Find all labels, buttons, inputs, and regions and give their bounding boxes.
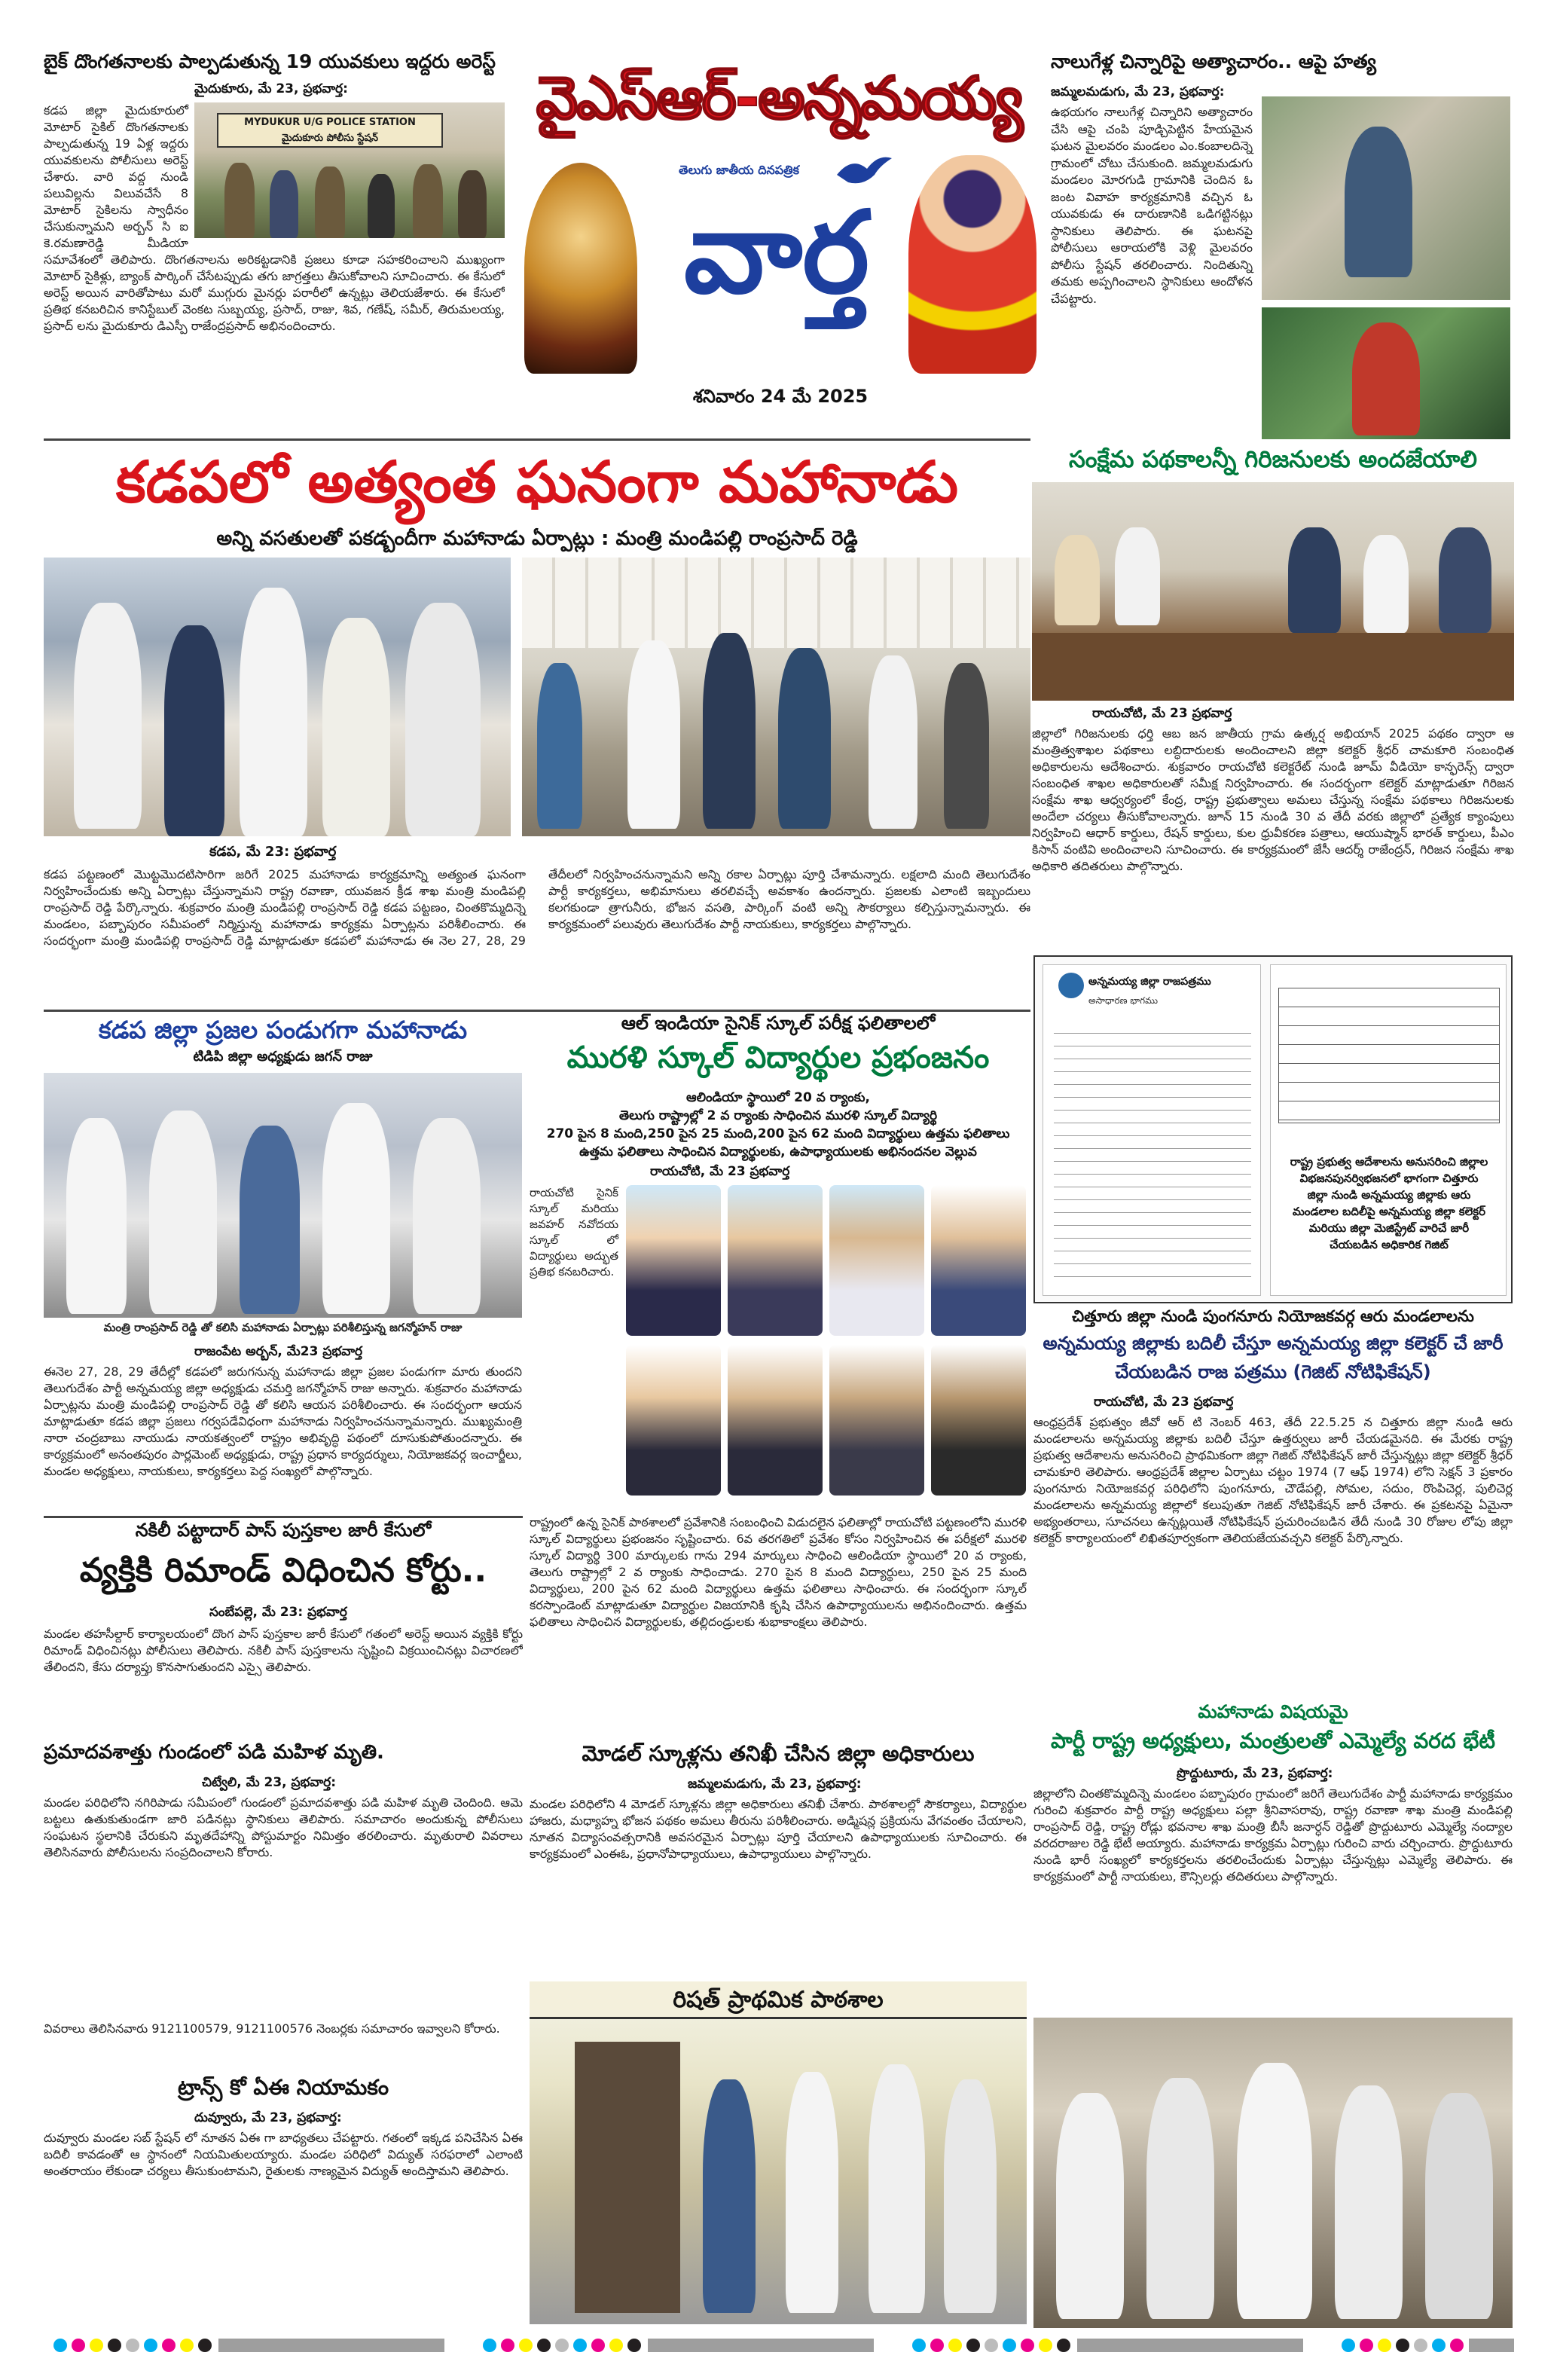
story-sainik [530,1013,1027,1740]
student-grid [626,1185,1027,1502]
story-bike-dateline: మైదుకూరు, మే 23, ప్రభవార్త: [194,81,348,96]
story-mahanadu-headline: కడపలో అత్యంత ఘనంగా మహానాడు [115,448,959,515]
walker-figure [778,648,831,829]
party-meeting-photo [1033,2018,1513,2328]
gazette-document [1033,955,1513,1303]
meeting-photo [1032,482,1514,701]
story-pond-phone: వివరాలు తెలిసినవారు 9121100579, 9121100576 నెంబర్లకు సమాచారం ఇవ్వాలని కోరారు. [44,2021,500,2036]
student-photo [626,1185,721,1336]
story-pond [44,1742,523,2073]
story-model-school-body: మండల పరిధిలోని 4 మోడల్ స్కూళ్లను జిల్లా అధికారులు తనిఖీ చేశారు. పాఠశాలల్లో సౌకర్యాలు, విద్యార్థుల హాజరు, మధ్యాహ్న భోజన పథకం అమలు తీరును పరిశీలించారు. అడ్మిషన్ల ప్రక్రియను వేగవంతం చేయాలని, నూతన విద్యాసంవత్సరానికి అవసరమైన ఏర్పాట్లు పూర్తి చేయాలని ఉపాధ్యాయులకు సూచించారు. ఈ కార్యక్రమంలో ఎంఈఓ, ప్రధానోపాధ్యాయులు, ఉపాధ్యాయులు పాల్గొన్నారు. [530,1797,1027,1861]
student-photo [626,1345,721,1496]
gazette-header: అన్నమయ్య జిల్లా రాజపత్రము [1088,976,1211,988]
story-bike [44,51,505,435]
registration-dots-2 [483,2339,641,2352]
walker-figure [703,633,756,829]
signboard-telugu: మైదుకూరు పోలీసు స్టేషన్ [281,133,379,144]
student-photo [728,1185,823,1336]
leader-figure [413,1118,481,1314]
story-festival-headline: కడప జిల్లా ప్రజల పండుగగా మహానాడు [98,1016,468,1044]
leader-figure [405,603,481,836]
gazette-caption-line: జిల్లా నుండి అన్నమయ్య జిల్లాకు ఆరు [1307,1188,1471,1202]
official-figure [1288,527,1341,633]
story-gazette-headline-main: అన్నమయ్య జిల్లాకు బదిలీ చేస్తూ అన్నమయ్య జిల్లా కలెక్టర్ చే జారీ [1043,1333,1504,1354]
story-party-headline: పార్టీ రాష్ట్ర అధ్యక్షులు, మంత్రులతో ఎమ్మెల్యే వరద భేటీ [1050,1728,1496,1753]
festival-photo [44,1073,522,1318]
story-passbook-body: మండల తహసీల్దార్ కార్యాలయంలో దొంగ పాస్ పుస్తకాల జారీ కేసులో గతంలో అరెస్ట్ అయిన వ్యక్తికి కోర్టు రిమాండ్ విధించినట్లు పోలీసులు తెలిపారు. నకిలీ పాస్ పుస్తకాలను సృష్టించి విక్రయించినట్లు విచారణలో తేలిందని, కేసు దర్యాప్తు కొనసాగుతుందని ఎస్సై తెలిపారు. [44,1627,523,1674]
masthead-brand-main: వార్త [683,188,870,319]
leader-figure [1425,2093,1493,2319]
story-party-kicker: మహానాడు విషయమై [1198,1701,1348,1722]
gazette-caption [1278,1153,1500,1253]
gazette-caption-line: విభజనపునర్విభజనలో భాగంగా చిత్తూరు [1299,1172,1479,1185]
story-festival-subheadline: టిడిపి జిల్లా అధ్యక్షుడు జగన్ రాజు [193,1049,373,1065]
story-pond-headline: ప్రమాదవశాత్తు గుండంలో పడి మహిళ మృతి. [44,1742,384,1764]
walker-figure [944,663,989,829]
official-figure [944,2079,997,2313]
story-party [1033,1701,1513,2330]
story-model-school-headline: మోడల్ స్కూళ్లను తనిఖీ చేసిన జిల్లా అధికారులు [582,1742,975,1766]
story-festival-dateline: రాజంపేట అర్బన్, మే23 ప్రభవార్త [194,1344,363,1359]
story-sainik-dateline: రాయచోటి, మే 23 ప్రభవార్త [650,1164,790,1179]
leader-figure [1335,2085,1403,2319]
mahanadu-photo-right [522,558,1030,836]
sainik-subline: 270 పైన 8 మంది,250 పైన 25 మంది,200 పైన 62 మంది విద్యార్థులు ఉత్తమ ఫలితాలు [546,1126,1010,1141]
story-pond-body: మండల పరిధిలోని నగిరిపాడు సమీపంలో గుండంలో ప్రమాదవశాత్తు పడి మహిళ మృతి చెందింది. ఆమె బట్టలు ఉతుకుతుండగా జారి పడినట్లు స్థానికులు తెలిపారు. సమాచారం అందుకున్న పోలీసులు సంఘటన స్థలానికి చేరుకుని మృతదేహాన్ని పోస్టుమార్టం నిమిత్తం తరలించారు. మృతురాలి వివరాలు తెలిసినవారు పోలీసులను సంప్రదించాలని కోరారు. [44,1795,523,1859]
story-pond-dateline: చిట్వేలి, మే 23, ప్రభవార్త: [202,1775,337,1790]
gazette-caption-line: మండలాల బదిలీపై అన్నమయ్య జిల్లా కలెక్టర్ [1292,1205,1485,1218]
story-party-dateline: ప్రొద్దుటూరు, మే 23, ప్రభవార్త: [1177,1766,1333,1781]
masthead-tagline: తెలుగు జాతీయ దినపత్రిక [679,163,799,177]
story-tribal-dateline: రాయచోటి, మే 23 ప్రభవార్త [1092,706,1232,721]
deity-image [524,163,637,374]
leader-figure [1056,2093,1124,2319]
story-gazette-headline-sub: చేయబడిన రాజ పత్రము (గెజిట్ నోటిఫికేషన్) [1115,1361,1431,1382]
leader-figure [66,1118,127,1314]
official-figure [1055,535,1100,625]
rule-mid-left-2 [44,1516,523,1518]
signboard-english: MYDUKUR U/G POLICE STATION [244,117,416,128]
student-photo [728,1345,823,1496]
gazette-caption-line: రాష్ట్ర ప్రభుత్వ ఆదేశాలను అనుసరించి జిల్లాల [1290,1155,1488,1169]
story-gazette-dateline: రాయచోటి, మే 23 ప్రభవార్త [1094,1395,1234,1410]
victim-photo [1262,307,1510,439]
leader-figure [149,1111,217,1314]
registration-dots-3 [912,2339,1070,2352]
sainik-subline: తెలుగు రాష్ట్రాల్లో 2 వ ర్యాంకు సాధించిన మురళి స్కూల్ విద్యార్థి [618,1108,938,1123]
student-photo [931,1185,1026,1336]
story-model-school-dateline: జమ్మలమడుగు, మే 23, ప్రభవార్త: [688,1777,862,1792]
leader-figure [1237,2063,1312,2319]
story-tribal [1032,441,1514,923]
saint-illustration [908,155,1036,374]
story-transco [44,2076,523,2324]
story-passbook-dateline: సంబేపల్లె, మే 23: ప్రభవార్త [209,1605,347,1620]
school-signboard: రిషత్ ప్రాథమిక పాఠశాల [530,1981,1027,2019]
festival-photo-caption: మంత్రి రాంప్రసాద్ రెడ్డి తో కలిసి మహానాడు ఏర్పాట్లు పరిశీలిస్తున్న జగన్మోహన్ రాజు [103,1321,463,1334]
leader-figure [74,603,142,829]
story-mahanadu-subheadline: అన్ని వసతులతో పకడ్బందీగా మహానాడు ఏర్పాట్లు : మంత్రి మండిపల్లి రాంప్రసాద్ రెడ్డి [216,527,858,550]
story-passbook [44,1520,523,1739]
story-passbook-headline: వ్యక్తికి రిమాండ్ విధించిన కోర్టు.. [79,1551,487,1590]
school-door [575,2042,680,2313]
model-school-photo [530,1981,1027,2324]
story-model-school [530,1742,1027,2330]
masthead-brand-top: వైఎస్ఆర్-అన్నమయ్య [536,65,1022,133]
story-tribal-body: జిల్లాలో గిరిజనులకు ధర్తి ఆబ జన జాతీయ గ్రామ ఉత్కర్ష అభియాన్ 2025 పథకం ద్వారా ఆ మంత్రిత్వశాఖల పథకాలు లబ్ధిదారులకు అందించాలని జిల్లా కలెక్టర్ శ్రీధర్ చామకూరి సంబంధిత అధికారులను ఆదేశించారు. శుక్రవారం రాయచోటి కలెక్టరేట్ నుండి జూమ్ వీడియో కాన్ఫరెన్స్ ద్వారా సంబంధిత శాఖల అధికారులతో సమీక్ష నిర్వహించారు. ఈ సందర్భంగా కలెక్టర్ మాట్లాడుతూ గిరిజన సంక్షేమ శాఖ ఆధ్వర్యంలో కేంద్ర, రాష్ట్ర ప్రభుత్వాలు అమలు చేస్తున్న సంక్షేమ పథకాలు గిరిజనులకు అందేలా చర్యలు తీసుకోవాలన్నారు. జూన్ 15 నుండి 30 వ తేదీ వరకు జిల్లాలో ప్రత్యేక క్యాంపులు నిర్వహించి ఆధార్ కార్డులు, రేషన్ కార్డులు, కుల ధ్రువీకరణ పత్రాలు, ఆయుష్మాన్ భారత్ కార్డులు, పీఎం కిసాన్ వంటివి అందించాలని సూచించారు. ఈ కార్యక్రమంలో జేసీ ఆదర్శ్ రాజేంద్రన్, గిరిజన సంక్షేమ శాఖ అధికారి తదితరులు పాల్గొన్నారు. [1032,726,1514,873]
walker-figure [537,663,582,829]
official-figure [1439,527,1491,633]
official-figure [869,2064,925,2313]
story-girl-dateline: జమ్మలమడుగు, మే 23, ప్రభవార్త: [1051,84,1225,99]
registration-dots-1 [53,2339,212,2352]
leader-figure [322,618,390,836]
story-gazette [1033,1307,1513,1699]
story-transco-body: దువ్వూరు మండల సబ్ స్టేషన్ లో నూతన ఏఈ గా బాధ్యతలు చేపట్టారు. గతంలో ఇక్కడ పనిచేసిన ఏఈ బదిలీ కావడంతో ఆ స్థానంలో నియమితులయ్యారు. మండల పరిధిలో విద్యుత్ సరఫరాలో ఎలాంటి అంతరాయం లేకుండా చర్యలు తీసుకుంటామని, రైతులకు నాణ్యమైన విద్యుత్ అందిస్తామని తెలిపారు. [44,2131,523,2178]
gazette-caption-line: చేయబడిన అధికారిక గెజిట్ [1330,1238,1449,1251]
mahanadu-photo-left [44,558,511,836]
accused-photo [1262,96,1510,300]
story-girl [1051,51,1512,439]
story-sainik-intro: రాయచోటి సైనిక్ స్కూల్ మరియు జవహర్ నవోదయ స్కూల్ లో విద్యార్థులు అద్భుత ప్రతిభ కనబరిచారు. [530,1186,618,1279]
gazette-lines [1054,1025,1251,1282]
print-color-bar [0,2334,1557,2357]
story-bike-headline: బైక్ దొంగతనాలకు పాల్పడుతున్న 19 యువకులు ఇద్దరు అరెస్ట్ [44,51,496,72]
sainik-subline: ఉత్తమ ఫలితాలు సాధించిన విద్యార్థులకు, ఉపాధ్యాయులకు అభినందనల వెల్లువ [579,1144,977,1159]
sainik-subline: ఆలిండియా స్థాయిలో 20 వ ర్యాంకు, [686,1090,870,1105]
person-figure [1352,322,1420,435]
person-figure [1345,127,1412,277]
story-bike-body: కడప జిల్లా మైదుకూరులో మోటార్ సైకిల్ దొంగతనాలకు పాల్పడుతున్న 19 ఏళ్ల ఇద్దరు యువకులను పోలీసులు అరెస్ట్ చేశారు. వారి వద్ద నుండి పలువిల్లను విలువచేసే 8 మోటార్ సైకిలను స్వాధీనం చేసుకున్నామని అర్బన్ సి ఐ కె.రమణారెడ్డి మీడియా సమావేశంలో తెలిపారు. దొంగతనాలను అరికట్టడానికి ప్రజలు కూడా సహకరించాలని ముఖ్యంగా మోటార్ సైకిళ్లు, బ్యాంక్ పార్కింగ్ చేసేటప్పుడు తగు జాగ్రత్తలు తీసుకోవాలని సూచించారు. ఈ కేసులో అరెస్ట్ అయిన వారితోపాటు మరో ముగ్గురు మైనర్లు పరారీలో ఉన్నట్లు తెలియజేశారు. ఈ కేసులో ప్రతిభ కనబరిచిన కానిస్టేబుల్ వెంకట సుబ్బయ్య, ప్రసాద్, రాజు, శివ, గణేష్, సమీర్, తిరుమలయ్య, ప్రసాద్ లను మైదుకూరు డిఎస్పీ రాజేంద్రప్రసాద్ అభినందించారు. [44,103,505,333]
gazette-page-left [1043,964,1261,1296]
story-festival [44,1016,522,1513]
walker-figure [627,640,680,829]
gazette-caption-line: మరియు జిల్లా మెజిస్ట్రేట్ వారిచే జారీ [1308,1221,1470,1235]
story-girl-body: ఉభయగం నాలుగేళ్ల చిన్నారిని అత్యాచారం చేసి ఆపై చంపి పూడ్చిపెట్టిన హేయమైన ఘటన మైలవరం మండలం ఎం.కంబాలదిన్నె గ్రామంలో చోటు చేసుకుంది. జమ్మలమడుగు మండలం మోరగుడి గ్రామానికి చెందిన ఓ జంట వివాహ కార్యక్రమానికి వచ్చిన ఓ యువకుడు ఈ దారుణానికి ఒడిగట్టినట్లు స్థానికులు తెలిపారు. ఈ ఘటనపై పోలీసులు ఆరాయలోకి వెళ్లి మైలవరం పోలీసు స్టేషన్ తరలించారు. నిందితున్ని తమకు అప్పగించాలని స్థానికులు ఆందోళన చేపట్టారు. [1051,105,1253,306]
student-photo [931,1345,1026,1496]
official-figure [703,2079,756,2313]
official-figure [1363,535,1409,633]
gazette-title: అసాధారణ భాగము [1088,995,1159,1006]
story-sainik-headline: మురళి స్కూల్ విద్యార్థుల ప్రభంజనం [566,1040,990,1075]
story-gazette-headline-small: చిత్తూరు జిల్లా నుండి పుంగనూరు నియోజకవర్గ ఆరు మండలాలను [1072,1307,1474,1325]
gazette-emblem-icon [1058,973,1084,998]
gazette-page-right [1270,964,1507,1296]
rule-top [44,438,1030,441]
leader-figure [1146,2078,1214,2319]
photo-float-spacer [188,102,505,246]
story-girl-headline: నాలుగేళ్ల చిన్నారిపై అత్యాచారం.. ఆపై హత్య [1051,51,1376,72]
story-gazette-body: ఆంధ్రప్రదేశ్ ప్రభుత్వం జీవో ఆర్ టి నెంబర్ 463, తేదీ 22.5.25 న చిత్తూరు జిల్లా నుండి ఆరు మండలాలను అన్నమయ్య జిల్లాకు బదిలీ చేస్తూ ఉత్తర్వులు జారీ చేయడమైనది. ఈ మేరకు రాష్ట్ర ప్రభుత్వ ఆదేశాలను అనుసరించి ప్రాథమికంగా జిల్లా గెజిట్ నోటిఫికేషన్ జారీ చేస్తున్నట్లు జిల్లా కలెక్టర్ శ్రీధర్ చామకూరి తెలిపారు. ఆంధ్రప్రదేశ్ జిల్లాల ఏర్పాటు చట్టం 1974 (7 ఆఫ్ 1974) లోని సెక్షన్ 3 ప్రకారం పుంగనూరు నియోజకవర్గ పరిధిలోని పుంగనూరు, చౌడేపల్లి, సోమల, సదుం, రొంపిచెర్ల, పులిచెర్ల మండలాలను అన్నమయ్య జిల్లాలో కలుపుతూ గెజిట్ నోటిఫికేషన్ జారీ చేశారు. ఈ ప్రకటనపై ఏమైనా అభ్యంతరాలు, సూచనలు ఉన్నట్లయితే నోటిఫికేషన్ ప్రచురించబడిన తేదీ నుండి 30 రోజుల లోపు జిల్లా కలెక్టర్ కార్యాలయంలో లిఖితపూర్వకంగా తెలియజేయవచ్చని కలెక్టర్ పేర్కొన్నారు. [1033,1415,1513,1545]
leader-figure [240,588,307,836]
meeting-table [1032,633,1514,701]
official-figure [786,2072,838,2313]
story-festival-body: ఈనెల 27, 28, 29 తేదీల్లో కడపలో జరుగనున్న మహానాడు జిల్లా ప్రజల పండుగగా మారు తుందని తెలుగుదేశం పార్టీ అన్నమయ్య జిల్లా అధ్యక్షుడు చమర్తి జగన్మోహన్ రాజు అన్నారు. శుక్రవారం మహానాడు ఏర్పాట్లను మంత్రి మండిపల్లి రాంప్రసాద్ రెడ్డి తో కలిసి ఆయన పరిశీలించారు. ఈ సందర్భంగా ఆయన మాట్లాడుతూ కడప జిల్లా ప్రజలు గర్వపడేవిధంగా మహానాడు నిర్వహించనున్నామన్నారు. ముఖ్యమంత్రి నారా చంద్రబాబు నాయుడు నాయకత్వంలో రాష్ట్రం అభివృద్ధి పథంలో దూసుకుపోతుందన్నారు. ఈ కార్యక్రమంలో అనంతపురం పార్లమెంట్ అధ్యక్షుడు, రాష్ట్ర ప్రధాన కార్యదర్శులు, నియోజకవర్గ ఇంచార్జీలు, మండల అధ్యక్షులు, నాయకులు, కార్యకర్తలు పెద్ద సంఖ్యలో పాల్గొన్నారు. [44,1364,522,1478]
student-photo [829,1345,924,1496]
masthead-art [517,155,1041,381]
story-mahanadu-body: కడప పట్టణంలో మొట్టమొదటిసారిగా జరిగే 2025 మహానాడు కార్యక్రమాన్ని అత్యంత ఘనంగా నిర్వహించేందుకు అన్ని ఏర్పాట్లు చేస్తున్నామని రాష్ట్ర రవాణా, యువజన క్రీడ శాఖ మంత్రి మండిపల్లి రాంప్రసాద్ రెడ్డి పేర్కొన్నారు. శుక్రవారం మంత్రి మండిపల్లి రాంప్రసాద్ రెడ్డి కడప పట్టణం, చింతకొమ్మదిన్నె మండలం, పబ్బాపురం సమీపంలో నిర్మిస్తున్న మహానాడు కార్యక్రమ ఏర్పాట్లను పరిశీలించారు. ఈ సందర్భంగా మంత్రి మండిపల్లి రాంప్రసాద్ రెడ్డి మాట్లాడుతూ కడపలో మహానాడు ఈ నెల 27, 28, 29 తేదీలలో నిర్వహించనున్నామని అన్ని రకాల ఏర్పాట్లు పూర్తి చేశామన్నారు. లక్షలాది మంది తెలుగుదేశం పార్టీ కార్యకర్తలు, అభిమానులు తరలివచ్చే అవకాశం ఉందన్నారు. ప్రజలకు ఎలాంటి ఇబ్బందులు కలగకుండా త్రాగునీరు, భోజన వసతి, పార్కింగ్ వంటి అన్ని సౌకర్యాలు కల్పిస్తున్నామన్నారు. ఈ కార్యక్రమంలో పలువురు తెలుగుదేశం పార్టీ నాయకులు, కార్యకర్తలు పాల్గొన్నారు. [44,867,1030,948]
story-tribal-headline: సంక్షేమ పథకాలన్నీ గిరిజనులకు అందజేయాలి [1068,446,1478,473]
official-figure [1115,527,1160,625]
story-sainik-body: రాష్ట్రంలో ఉన్న సైనిక్ పాఠశాలలో ప్రవేశానికి సంబంధించి విడుదలైన ఫలితాల్లో రాయచోటి పట్టణంలోని మురళి స్కూల్ విద్యార్థులు ప్రభంజనం సృష్టించారు. 6వ తరగతిలో ప్రవేశం కోసం నిర్వహించిన ఈ పరీక్షలో మురళి స్కూల్ విద్యార్థి 300 మార్కులకు గాను 294 మార్కులు సాధించి ఆలిండియా స్థాయిలో 20 వ ర్యాంకు, తెలుగు రాష్ట్రాల్లో 2 వ ర్యాంకు సాధించాడు. 270 పైన 8 మంది విద్యార్థులు, 250 పైన 25 మంది విద్యార్థులు, 200 పైన 62 మంది విద్యార్థులు ఉత్తమ ఫలితాలు సాధించారు. ఈ సందర్భంగా స్కూల్ కరస్పాండెంట్ మాట్లాడుతూ విద్యార్థుల విజయానికి కృషి చేసిన ఉపాధ్యాయులను అభినందించారు. ఉత్తమ ఫలితాలు సాధించిన విద్యార్థులకు, తల్లిదండ్రులకు శుభాకాంక్షలు తెలిపారు. [530,1515,1027,1629]
story-transco-headline: ట్రాన్స్ కో ఏఈ నియామకం [177,2076,389,2100]
registration-dots-4 [1342,2339,1464,2352]
story-sainik-sublines [530,1089,1027,1161]
tent-roof [522,558,1030,648]
leader-figure [240,1126,300,1314]
leader-figure [164,625,224,836]
leader-figure [322,1103,390,1314]
story-sainik-kicker: ఆల్ ఇండియా సైనిక్ స్కూల్ పరీక్ష ఫలితాలలో [621,1013,936,1034]
story-mahanadu [44,445,1030,1006]
story-mahanadu-dateline: కడప, మే 23: ప్రభవార్త [209,844,337,860]
rule-mid-left [44,1010,1030,1012]
gazette-table [1278,988,1500,1123]
story-transco-dateline: దువ్వూరు, మే 23, ప్రభవార్త: [194,2110,342,2125]
student-photo [829,1185,924,1336]
masthead [517,50,1041,438]
walker-figure [869,655,917,829]
story-passbook-kicker: నకిలీ పట్టాదార్ పాస్ పుస్తకాల జారీ కేసులో [135,1520,432,1541]
story-party-body: జిల్లాలోని చింతకొమ్మదిన్నె మండలం పబ్బాపురం గ్రామంలో జరిగే తెలుగుదేశం పార్టీ మహానాడు కార్యక్రమం గురించి శుక్రవారం పార్టీ రాష్ట్ర అధ్యక్షులు పల్లా శ్రీనివాసరావు, రాష్ట్ర రవాణా శాఖ మంత్రి మండిపల్లి రాంప్రసాద్ రెడ్డి, రాష్ట్ర రోడ్లు భవనాల శాఖ మంత్రి బీసీ జనార్ధన్ రెడ్డితో ప్రొద్దుటూరు ఎమ్మెల్యే నంద్యాల వరదరాజుల రెడ్డి భేటీ అయ్యారు. మహానాడు కార్యక్రమ ఏర్పాట్లు గురించి వారు చర్చించారు. ప్రొద్దుటూరు నుండి భారీ సంఖ్యలో కార్యకర్తలను తరలించేందుకు ఏర్పాట్లు చేస్తున్నట్లు ఎమ్మెల్యే తెలిపారు. ఈ కార్యక్రమంలో పార్టీ నాయకులు, కౌన్సిలర్లు తదితరులు పాల్గొన్నారు. [1033,1786,1513,1884]
masthead-date: శనివారం 24 మే 2025 [692,386,869,407]
